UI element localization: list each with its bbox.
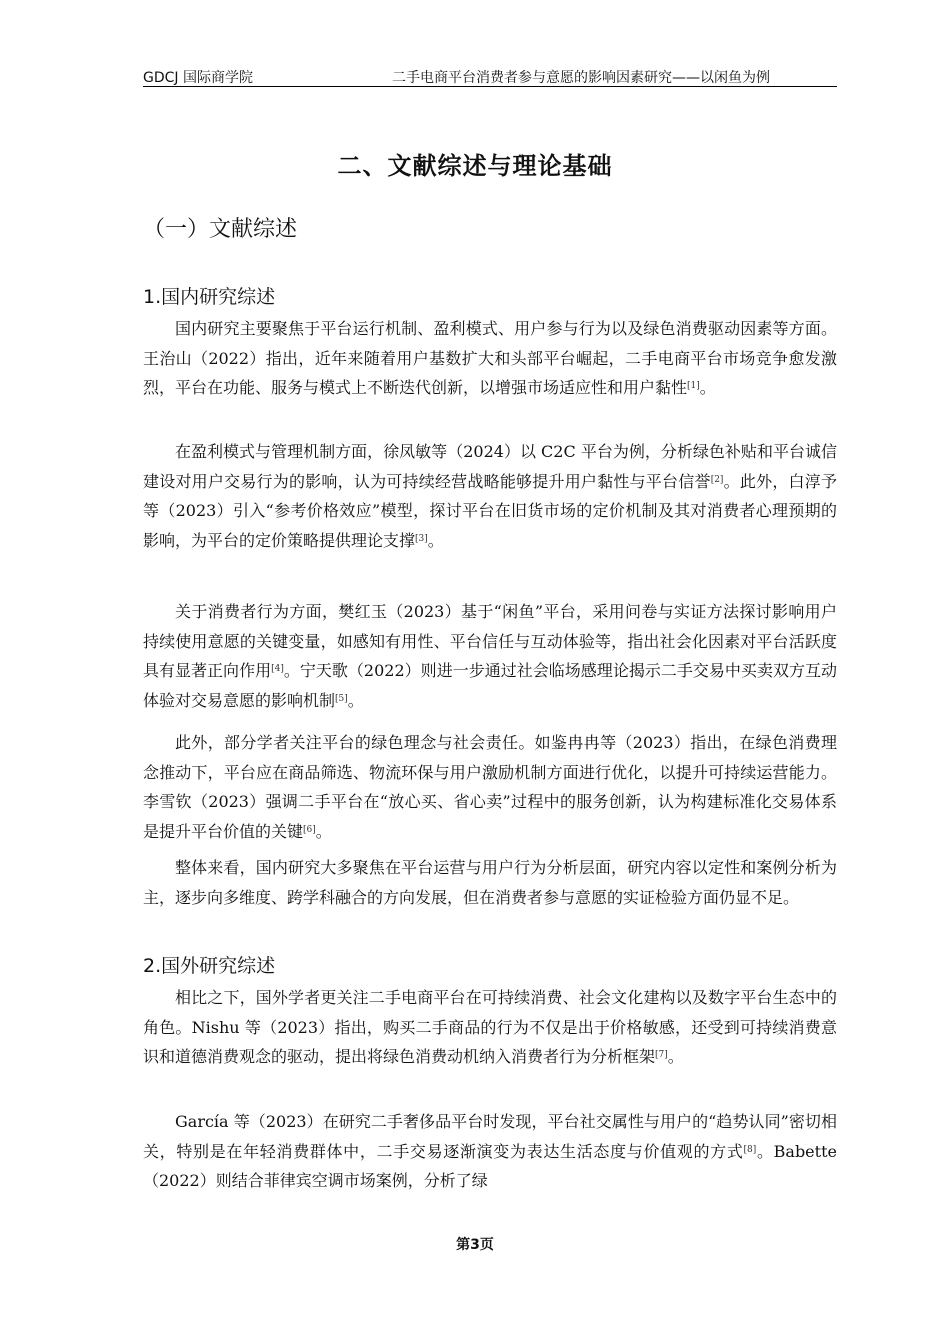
section-title: （一）文献综述: [143, 217, 298, 242]
paragraph-1: 国内研究主要聚焦于平台运行机制、盈利模式、用户参与行为以及绿色消费驱动因素等方面。王治山（2022）指出，近年来随着用户基数扩大和头部平台崛起，二手电商平台市场竞争愈发激烈，平台在功能、服务与模式上不断迭代创新，以增强市场适应性和用户黏性[1]。: [143, 319, 837, 397]
header-divider: [143, 86, 837, 87]
paragraph-3: 关于消费者行为方面，樊红玉（2023）基于“闲鱼”平台，采用问卷与实证方法探讨影响用户持续使用意愿的关键变量，如感知有用性、平台信任与互动体验等，指出社会化因素对平台活跃度具有显著正向作用[4]。宁天歌（2022）则进一步通过社会临场感理论揭示二手交易中买卖双方互动体验对交易意愿的影响机制[5]。: [143, 602, 837, 710]
page-number: 第3页: [456, 1237, 494, 1253]
paragraph-2: 在盈利模式与管理机制方面，徐凤敏等（2024）以 C2C 平台为例，分析绿色补贴和平台诚信建设对用户交易行为的影响，认为可持续经营战略能够提升用户黏性与平台信誉[2]。此外，白淳予等（2023）引入“参考价格效应”模型，探讨平台在旧货市场的定价机制及其对消费者心理预期的影响，为平台的定价策略提供理论支撑[3]。: [143, 442, 837, 550]
paragraph-7: García 等（2023）在研究二手奢侈品平台时发现，平台社交属性与用户的“趋势认同”密切相关，特别是在年轻消费群体中，二手交易逐渐演变为表达生活态度与价值观的方式[8]。Babette（2022）则结合菲律宾空调市场案例，分析了绿: [143, 1112, 837, 1190]
chapter-title: 二、文献综述与理论基础: [337, 152, 613, 180]
header-paper-title: 二手电商平台消费者参与意愿的影响因素研究——以闲鱼为例: [392, 70, 770, 86]
paragraph-4: 此外，部分学者关注平台的绿色理念与社会责任。如鉴冉冉等（2023）指出，在绿色消费理念推动下，平台应在商品筛选、物流环保与用户激励机制方面进行优化，以提升可持续运营能力。李雪钦（2023）强调二手平台在“放心买、省心卖”过程中的服务创新，认为构建标准化交易体系是提升平台价值的关键[6]。: [143, 733, 837, 841]
header-institution: GDCJ 国际商学院: [143, 70, 253, 86]
paragraph-6: 相比之下，国外学者更关注二手电商平台在可持续消费、社会文化建构以及数字平台生态中的角色。Nishu 等（2023）指出，购买二手商品的行为不仅是出于价格敏感，还受到可持续消费意识和道德消费观念的驱动，提出将绿色消费动机纳入消费者行为分析框架[7]。: [143, 988, 837, 1066]
paragraph-5: 整体来看，国内研究大多聚焦在平台运营与用户行为分析层面，研究内容以定性和案例分析为主，逐步向多维度、跨学科融合的方向发展，但在消费者参与意愿的实证检验方面仍显不足。: [143, 858, 837, 907]
subsection-heading-domestic: 1.国内研究综述: [143, 286, 276, 308]
subsection-heading-foreign: 2.国外研究综述: [143, 955, 276, 977]
